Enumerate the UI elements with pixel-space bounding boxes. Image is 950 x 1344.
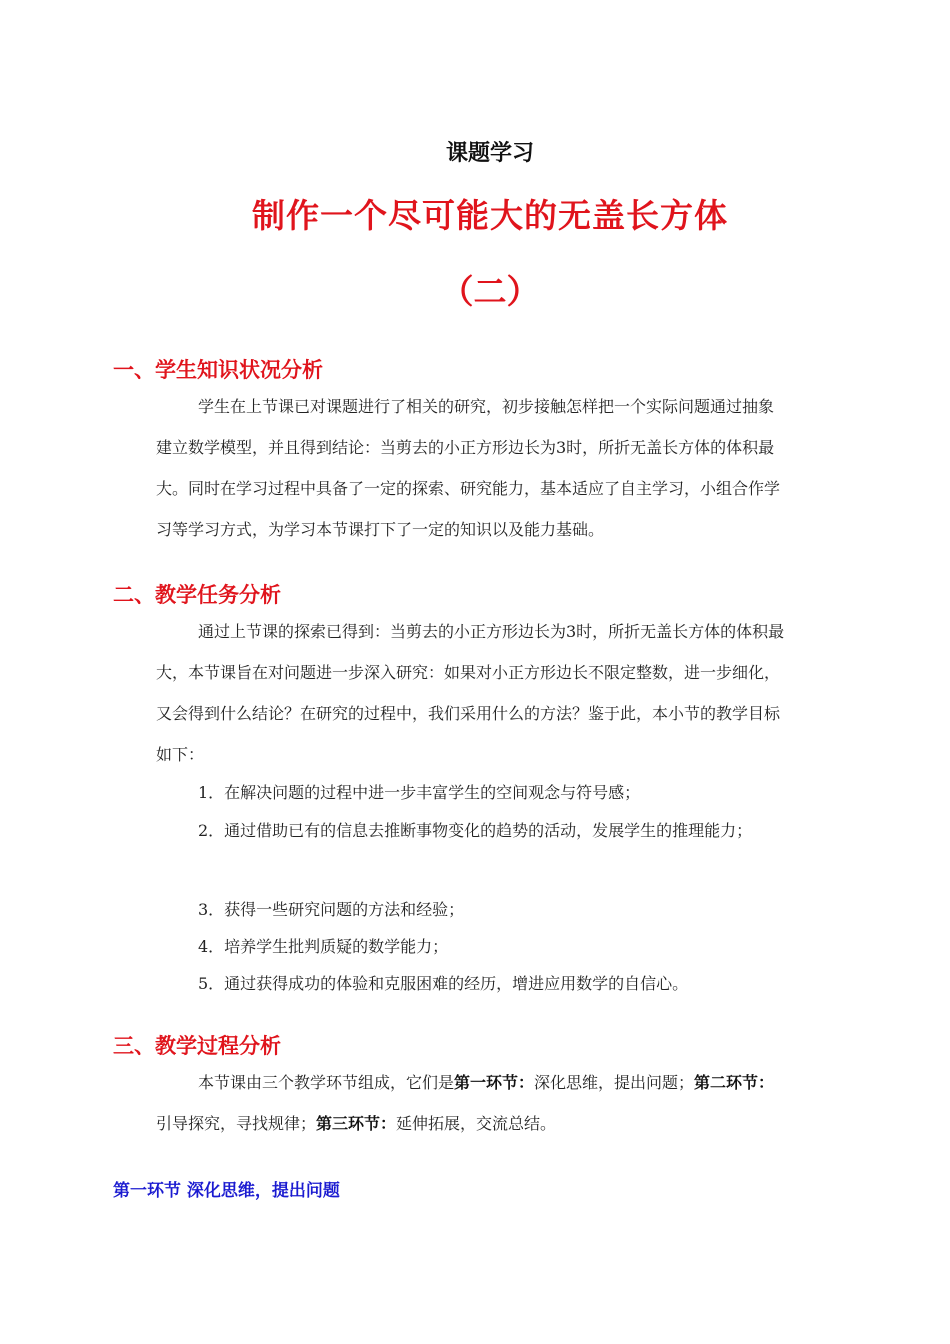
stage-1-label: 第一环节： [454,1073,535,1092]
objective-item: 2．通过借助已有的信息去推断事物变化的趋势的活动，发展学生的推理能力； [198,821,753,840]
section-heading-3: 三、教学过程分析 [113,1034,281,1058]
stage-3-label: 第三环节： [316,1114,397,1133]
stage-2-text: 引导探究，寻找规律； [156,1114,317,1133]
objective-item: 3．获得一些研究问题的方法和经验； [198,900,465,919]
objective-item: 5．通过获得成功的体验和克服困难的经历，增进应用数学的自信心。 [198,974,689,993]
section-3-intro: 本节课由三个教学环节组成，它们是 [198,1073,455,1092]
stage-1-text: 深化思维，提出问题； [534,1073,695,1092]
stage-2-label: 第二环节： [694,1073,775,1092]
course-kicker: 课题学习 [445,141,534,166]
section-2-text: 通过上节课的探索已得到：当剪去的小正方形边长为3时，所折无盖长方体的体积最大，本节课旨在对问题进一步深入研究：如果对小正方形边长不限定整数，进一步细化，又会得到什么结论？在研究的过程中，我们采用什么的方法？鉴于此，本小节的教学目标如下： [156,622,785,764]
section-1-text: 学生在上节课已对课题进行了相关的研究，初步接触怎样把一个实际问题通过抽象建立数学模型，并且得到结论：当剪去的小正方形边长为3时，所折无盖长方体的体积最大。同时在学习过程中具备了一定的探索、研究能力，基本适应了自主学习，小组合作学习等学习方式，为学习本节课打下了一定的知识以及能力基础。 [156,397,781,539]
lesson-subtitle: （二） [440,272,540,311]
lesson-title: 制作一个尽可能大的无盖长方体 [252,196,728,235]
section-3-paragraph [156,1062,788,1144]
section-heading-2: 二、教学任务分析 [113,583,281,607]
section-heading-1: 一、学生知识状况分析 [113,358,323,382]
objective-item: 4．培养学生批判质疑的数学能力； [198,937,449,956]
stage-3-text: 延伸拓展，交流总结。 [396,1114,557,1133]
section-2-paragraph [156,611,788,775]
objective-item: 1．在解决问题的过程中进一步丰富学生的空间观念与符号感； [198,783,641,802]
stage-1-subheading: 第一环节 深化思维，提出问题 [113,1181,340,1201]
section-1-paragraph [156,386,788,550]
